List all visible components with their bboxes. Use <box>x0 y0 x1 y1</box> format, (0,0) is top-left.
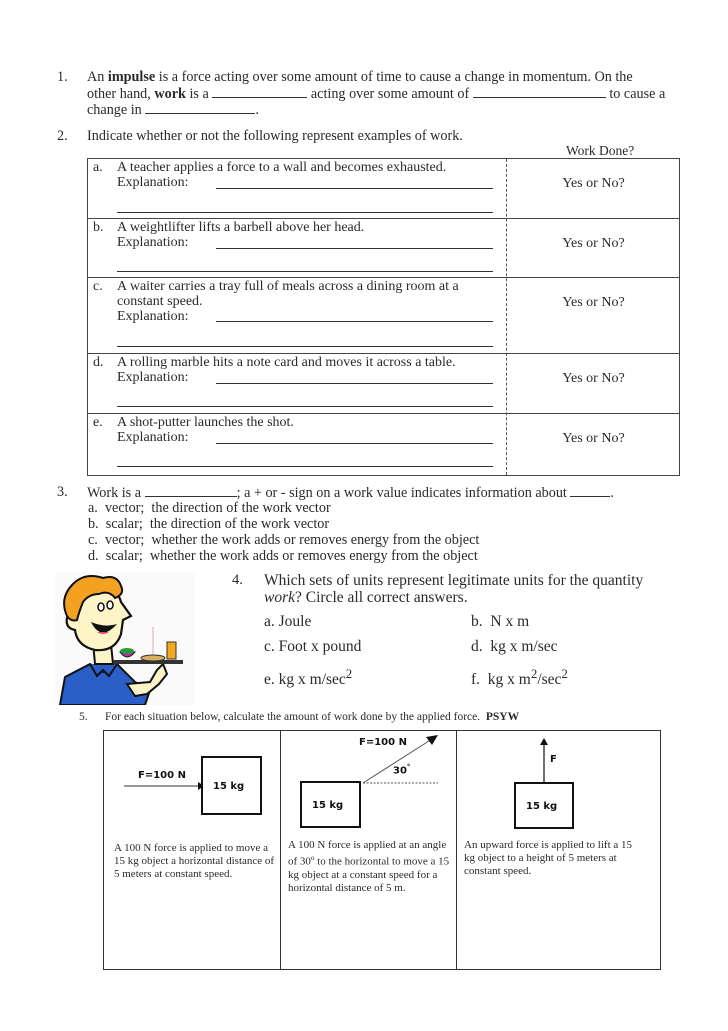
explanation-line[interactable] <box>216 443 493 444</box>
explanation-line[interactable] <box>117 212 493 213</box>
unit-option-e[interactable]: e. kg x $m/\sec^2$ <box>264 666 353 689</box>
q1-line-1: An impulse is a force acting over some amount of time to cause a change in momentum. On the <box>87 69 633 85</box>
problem-description: An upward force is applied to lift a 15 kg object to a height of 5 meters at constant speed. <box>464 839 633 877</box>
upward-force-arrow-icon <box>538 738 550 782</box>
mass-block: 15 kg <box>300 781 361 828</box>
answer-blank[interactable] <box>145 484 237 497</box>
force-label: F=100 N <box>138 770 186 781</box>
work-done-header: Work Done? <box>566 143 635 158</box>
yes-or-no-choice[interactable]: Yes or No? <box>562 236 625 251</box>
yes-or-no-choice[interactable]: Yes or No? <box>562 371 625 386</box>
row-letter: a. <box>93 160 103 175</box>
q5-prompt: For each situation below, calculate the amount of work done by the applied force. PSYW <box>105 711 520 723</box>
row-letter: c. <box>93 279 103 294</box>
problem-panel-1 <box>104 731 280 969</box>
waiter-illustration <box>55 572 195 705</box>
q2-prompt: Indicate whether or not the following represent examples of work. <box>87 128 463 144</box>
explanation-label: Explanation: <box>117 175 189 190</box>
unit-option-a[interactable]: a. Joule <box>264 613 312 630</box>
problem-panel-2 <box>280 731 456 969</box>
row-letter: d. <box>93 355 104 370</box>
problem-description: A 100 N force is applied at an angle of 30$^o$ to the horizontal to move a 15 kg object at a constant speed for a horizontal distance of 5 m. <box>288 839 450 894</box>
question-number: 5. <box>79 711 88 723</box>
q1-line-2: other hand, work is a acting over some amount of to cause a <box>87 86 666 102</box>
term-impulse: impulse <box>107 69 156 85</box>
work-table <box>87 158 680 476</box>
row-text: A weightlifter lifts a barbell above her head. Explanation: <box>117 220 502 250</box>
option-b[interactable]: b. scalar; the direction of the work vector <box>88 516 330 532</box>
explanation-label: Explanation: <box>117 235 189 250</box>
table-row <box>88 414 679 474</box>
question-number: 1. <box>57 69 68 85</box>
explanation-label: Explanation: <box>117 430 189 445</box>
explanation-line[interactable] <box>216 321 493 322</box>
explanation-label: Explanation: <box>117 309 189 324</box>
row-text: A shot-putter launches the shot. Explanation: <box>117 415 502 445</box>
force-arrow-icon <box>124 781 204 791</box>
yes-or-no-choice[interactable]: Yes or No? <box>562 295 625 310</box>
yes-or-no-choice[interactable]: Yes or No? <box>562 176 625 191</box>
problem-description: A 100 N force is applied to move a 15 kg object a horizontal distance of 5 meters at constant speed. <box>114 842 275 880</box>
yes-or-no-choice[interactable]: Yes or No? <box>562 431 625 446</box>
unit-option-c[interactable]: c. Foot x pound <box>264 638 362 655</box>
table-row <box>88 354 679 414</box>
term-work: work <box>154 86 186 102</box>
answer-blank[interactable] <box>145 101 255 114</box>
unit-option-b[interactable]: b. N x m <box>471 613 530 630</box>
explanation-line[interactable] <box>216 188 493 189</box>
work-problems-table <box>103 730 661 970</box>
row-letter: e. <box>93 415 103 430</box>
explanation-line[interactable] <box>117 466 493 467</box>
row-text: A rolling marble hits a note card and moves it across a table. Explanation: <box>117 355 502 385</box>
force-label: F=100 N <box>359 737 407 748</box>
row-letter: b. <box>93 220 104 235</box>
q3-stem: Work is a ; a + or - sign on a work value indicates information about . <box>87 485 614 501</box>
question-number: 4. <box>232 572 243 588</box>
row-text: A teacher applies a force to a wall and becomes exhausted. Explanation: <box>117 160 502 190</box>
problem-panel-3 <box>456 731 662 969</box>
option-a[interactable]: a. vector; the direction of the work vector <box>88 500 331 516</box>
question-number: 3. <box>57 484 68 500</box>
unit-option-d[interactable]: d. kg x m/sec <box>471 638 558 655</box>
row-text: A waiter carries a tray full of meals across a dining room at a constant speed. Explanation: <box>117 279 482 324</box>
angled-force-arrow-icon <box>360 733 440 785</box>
q4-line-1: Which sets of units represent legitimate units for the quantity <box>264 572 644 589</box>
explanation-label: Explanation: <box>117 370 189 385</box>
explanation-line[interactable] <box>216 248 493 249</box>
table-row <box>88 278 679 354</box>
unit-option-f[interactable]: f. kg x $m^2/\sec^2$ <box>471 666 568 689</box>
q1-line-3: change in . <box>87 102 259 118</box>
option-d[interactable]: d. scalar; whether the work adds or removes energy from the object <box>88 548 478 564</box>
mass-block: 15 kg <box>514 782 574 829</box>
explanation-line[interactable] <box>216 383 493 384</box>
force-label: F <box>550 754 557 765</box>
table-row <box>88 159 679 219</box>
angle-label: 30° <box>393 763 411 777</box>
waiter-clipart <box>55 572 195 705</box>
answer-blank[interactable] <box>570 484 610 497</box>
mass-block: 15 kg <box>201 756 262 815</box>
answer-blank[interactable] <box>212 85 307 98</box>
explanation-line[interactable] <box>117 271 493 272</box>
option-c[interactable]: c. vector; whether the work adds or removes energy from the object <box>88 532 480 548</box>
explanation-line[interactable] <box>117 346 493 347</box>
answer-blank[interactable] <box>473 85 606 98</box>
question-number: 2. <box>57 128 68 144</box>
explanation-line[interactable] <box>117 406 493 407</box>
table-row <box>88 219 679 278</box>
q4-line-2: work? Circle all correct answers. <box>264 589 468 606</box>
